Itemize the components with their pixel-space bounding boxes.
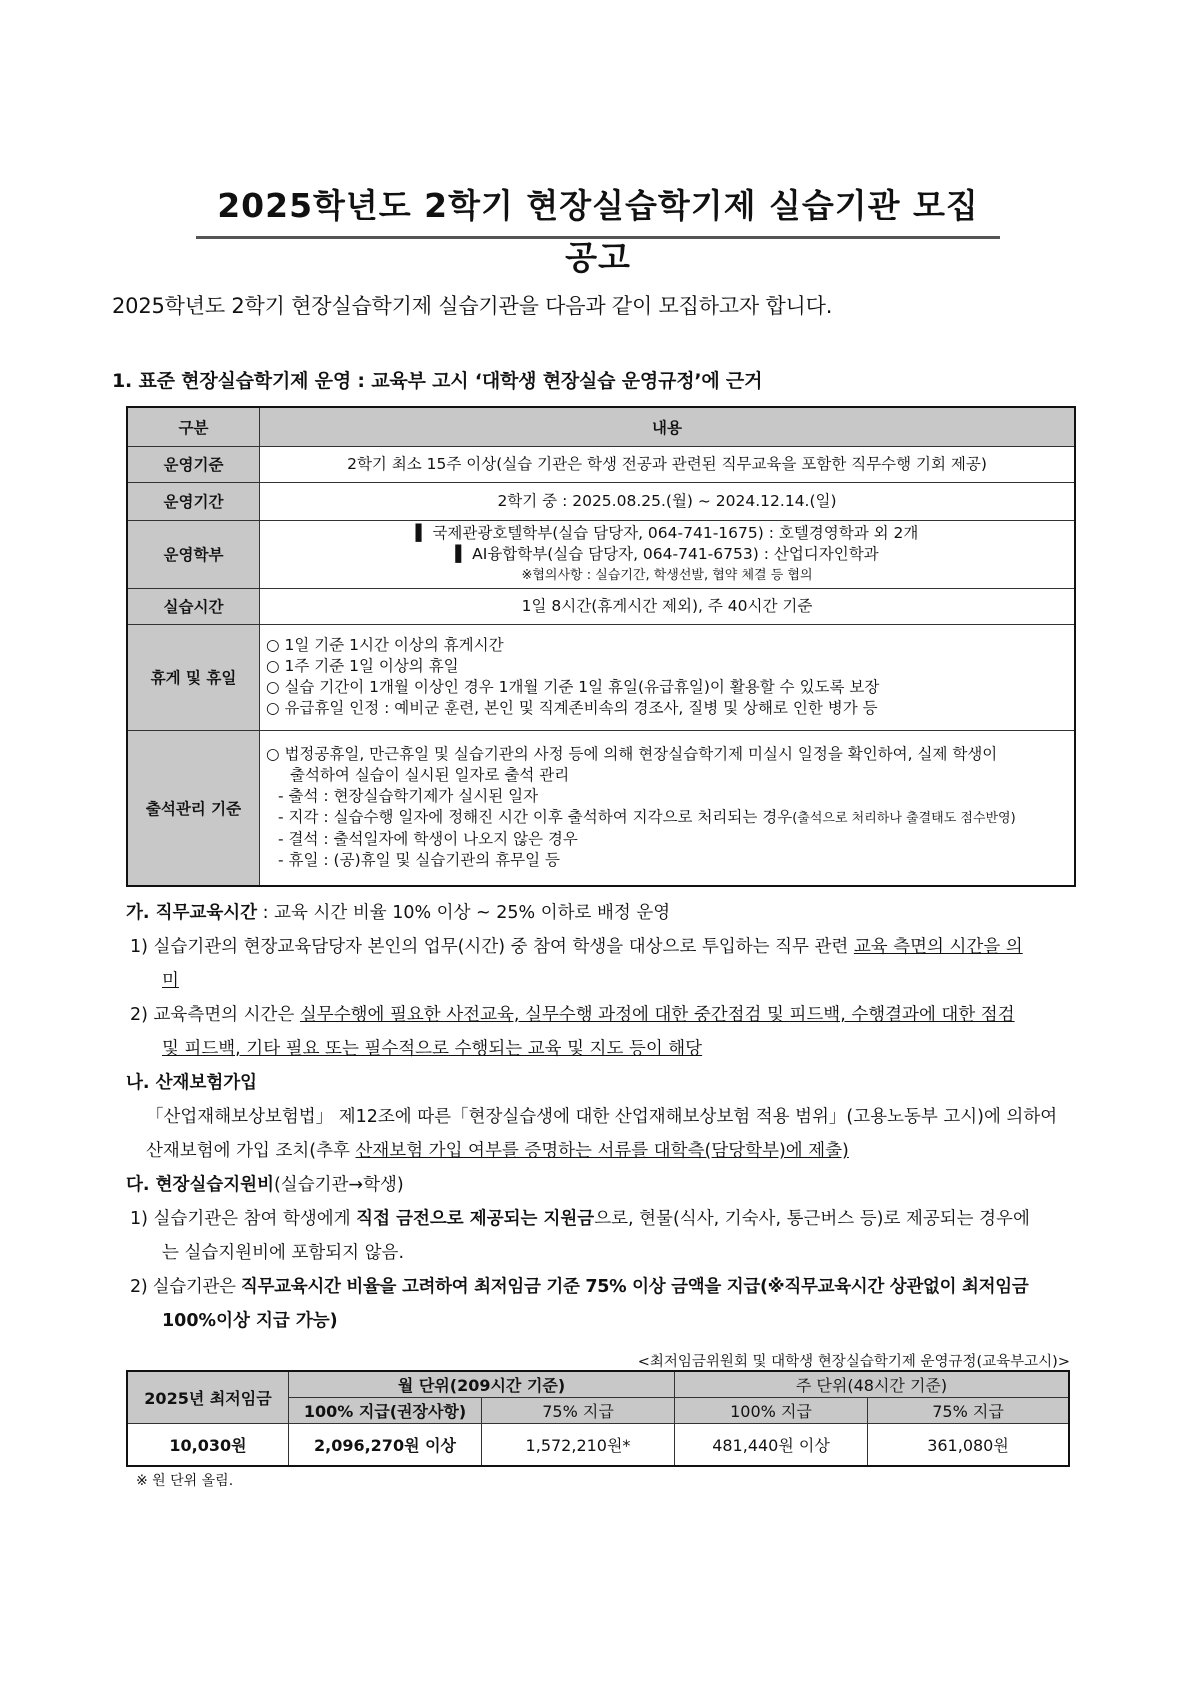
table-row [127,588,1075,624]
minimum-wage-table [126,1370,1070,1467]
section-na-line-1: 「산업재해보상보험법」 제12조에 따른「현장실습생에 대한 산업재해보상보험 적용 범위」(고용노동부 고시)에 의하여 [146,1107,1058,1127]
section-ga-item-2: 2) 교육측면의 시간은 실무수행에 필요한 사전교육, 실무수행 과정에 대한 중간점검 및 피드백, 수행결과에 대한 점검 [130,1005,1015,1025]
row-content: 2학기 중 : 2025.08.25.(월) ~ 2024.12.14.(일) [260,482,1076,520]
row-label: 출석관리 기준 [127,730,260,886]
page-title: 2025학년도 2학기 현장실습학기제 실습기관 모집 공고 [196,180,1000,239]
body-sections [126,896,1086,1338]
row-content: ▌ 국제관광호텔학부(실습 담당자, 064-741-1675) : 호텔경영학과 외 2개 ▌ AI융합학부(실습 담당자, 064-741-6753) : 산업디자인학과 ※협의사항 : 실습기간, 학생선발, 협약 체결 등 협의 [260,520,1076,588]
row-label: 운영기준 [127,446,260,482]
wage-weekly-header: 주 단위(48시간 기준) [675,1371,1070,1398]
wage-source-caption: <최저임금위원회 및 대학생 현장실습학기제 운영규정(교육부고시)> [637,1354,1070,1370]
section-1-heading: 1. 표준 현장실습학기제 운영 : 교육부 고시 ‘대학생 현장실습 운영규정’에 근거 [112,370,763,392]
section-da-heading: 다. 현장실습지원비(실습기관→학생) [126,1175,404,1195]
row-content: ○ 1일 기준 1시간 이상의 휴게시간 ○ 1주 기준 1일 이상의 휴일 ○ 실습 기간이 1개월 이상인 경우 1개월 기준 1일 휴일(유급휴일)이 활용할 수 있도록 보장 ○ 유급휴일 인정 : 예비군 훈련, 본인 및 직계존비속의 경조사, 질병 및 상해로 인한 병가 등 [260,624,1076,730]
table-row [127,624,1075,730]
section-da-item-1-cont: 는 실습지원비에 포함되지 않음. [162,1243,405,1263]
section-ga-item-2-cont: 및 피드백, 기타 필요 또는 필수적으로 수행되는 교육 및 지도 등이 해당 [162,1039,703,1059]
row-content: 1일 8시간(휴게시간 제외), 주 40시간 기준 [260,588,1076,624]
table-row [127,520,1075,588]
footnote: ※ 원 단위 올림. [136,1473,234,1489]
header-content: 내용 [260,407,1076,446]
wage-cell: 481,440원 이상 [675,1424,868,1466]
table-header-row [127,407,1075,446]
table-row [127,730,1075,886]
intro-text: 2025학년도 2학기 현장실습학기제 실습기관을 다음과 같이 모집하고자 합니다. [112,294,833,318]
wage-cell: 361,080원 [868,1424,1070,1466]
wage-value-row [127,1424,1069,1466]
row-label: 휴게 및 휴일 [127,624,260,730]
wage-monthly-header: 월 단위(209시간 기준) [289,1371,675,1398]
table-row [127,446,1075,482]
section-ga-heading: 가. 직무교육시간 : 교육 시간 비율 10% 이상 ~ 25% 이하로 배정 운영 [126,903,671,923]
wage-corner-cell: 2025년 최저임금 [127,1371,289,1424]
section-da-item-1: 1) 실습기관은 참여 학생에게 직접 금전으로 제공되는 지원금으로, 현물(식사, 기숙사, 통근버스 등)로 제공되는 경우에 [130,1209,1030,1229]
wage-cell: 2,096,270원 이상 [289,1424,482,1466]
wage-cell: 10,030원 [127,1424,289,1466]
section-da-item-2-cont: 100%이상 지급 가능) [162,1311,338,1331]
wage-cell: 1,572,210원* [482,1424,675,1466]
wage-sub-header: 100% 지급(권장사항) [289,1398,482,1424]
row-content: 2학기 최소 15주 이상(실습 기관은 학생 전공과 관련된 직무교육을 포함한 직무수행 기회 제공) [260,446,1076,482]
table-row [127,482,1075,520]
row-content: ○ 법정공휴일, 만근휴일 및 실습기관의 사정 등에 의해 현장실습학기제 미실시 일정을 확인하여, 실제 학생이 출석하여 실습이 실시된 일자로 출석 관리 - 출석 : 현장실습학기제가 실시된 일자 - 지각 : 실습수행 일자에 정해진 시간 이후 출석하여 지각으로 처리되는 경우(출석으로 처리하나 출결태도 점수반영) - 결석 : 출석일자에 학생이 나오지 않은 경우 - 휴일 : (공)휴일 및 실습기관의 휴무일 등 [260,730,1076,886]
section-ga-item-1-cont: 미 [162,971,179,991]
wage-header-row [127,1371,1069,1398]
wage-sub-header: 100% 지급 [675,1398,868,1424]
section-ga-item-1: 1) 실습기관의 현장교육담당자 본인의 업무(시간) 중 참여 학생을 대상으로 투입하는 직무 관련 교육 측면의 시간을 의 [130,937,1023,957]
row-label: 운영학부 [127,520,260,588]
wage-sub-header: 75% 지급 [482,1398,675,1424]
section-na-line-2: 산재보험에 가입 조치(추후 산재보험 가입 여부를 증명하는 서류를 대학측(담당학부)에 제출) [146,1141,849,1161]
section-da-item-2: 2) 실습기관은 직무교육시간 비율을 고려하여 최저임금 기준 75% 이상 금액을 지급(※직무교육시간 상관없이 최저임금 [130,1277,1029,1297]
wage-sub-header: 75% 지급 [868,1398,1070,1424]
row-label: 운영기간 [127,482,260,520]
header-category: 구분 [127,407,260,446]
section-na-heading: 나. 산재보험가입 [126,1073,258,1093]
row-label: 실습시간 [127,588,260,624]
operation-table [126,406,1076,887]
